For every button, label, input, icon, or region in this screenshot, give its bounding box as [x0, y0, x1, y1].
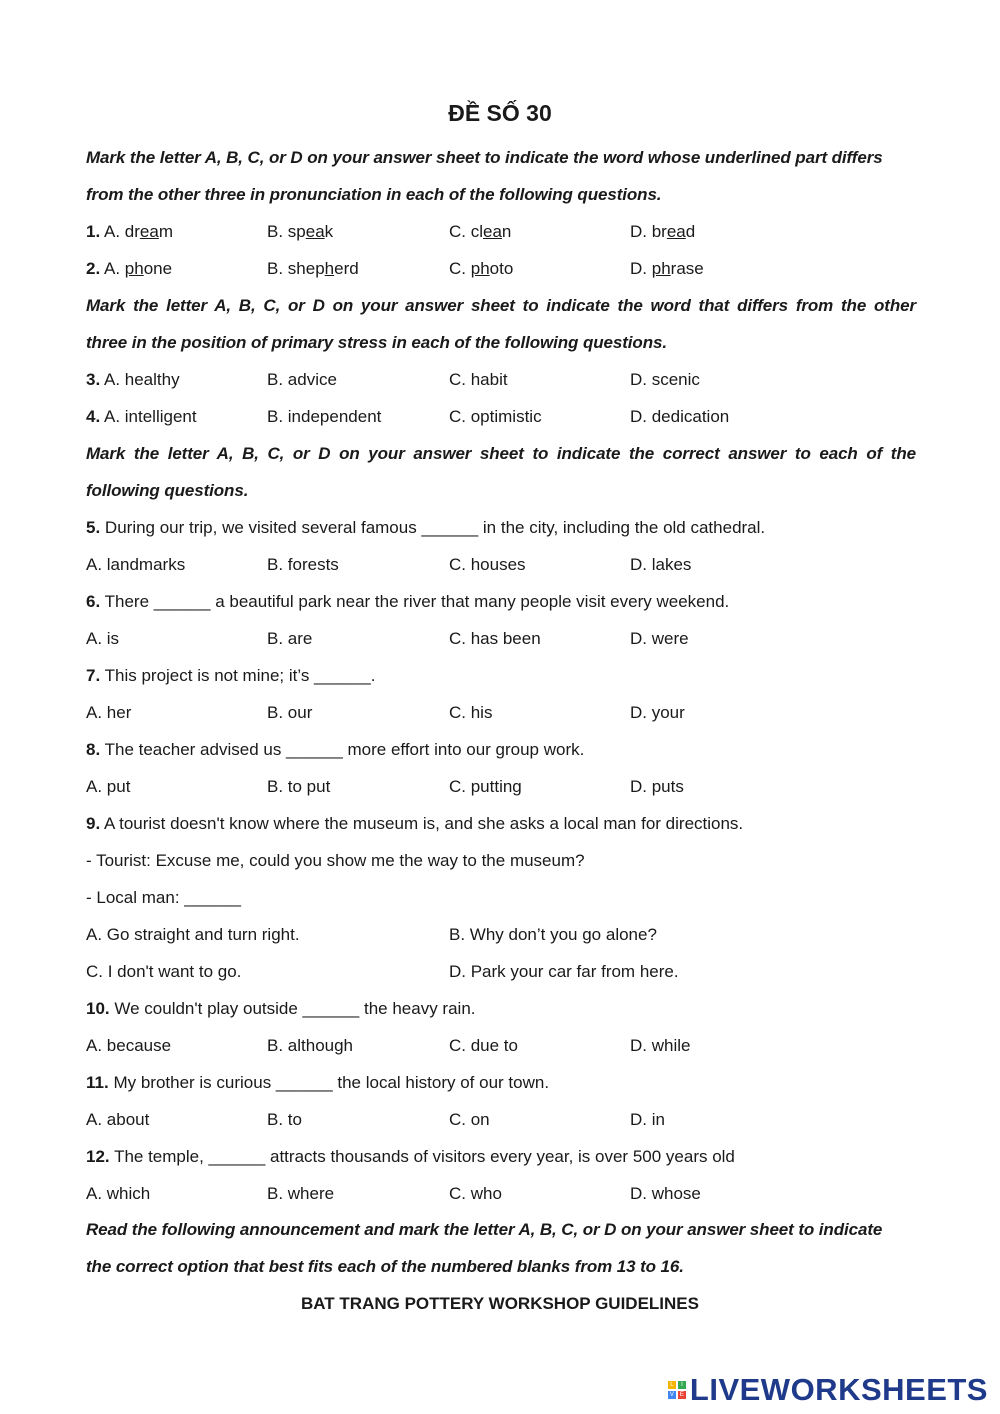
section3-instruction-line1: Mark the letter A, B, C, or D on your answer sheet to indicate the correct answer to each of the [86, 444, 916, 463]
q3-option-b: B. advice [267, 370, 337, 389]
q7-option-a: A. her [86, 703, 132, 722]
q9-option-c: C. I don't want to go. [86, 962, 242, 981]
liveworksheets-brand [668, 1372, 988, 1408]
logo-cell: E [679, 1392, 684, 1398]
q2-option-d: D. phrase [630, 259, 704, 278]
q12-option-a: A. which [86, 1184, 151, 1203]
q7-option-d: D. your [630, 703, 685, 722]
question-5-stem: 5. During our trip, we visited several famous ______ in the city, including the old cathedral. [86, 518, 766, 537]
logo-cell: I [678, 1381, 686, 1389]
brand-text: LIVEWORKSHEETS [689, 1372, 988, 1407]
q7-option-b: B. our [267, 703, 313, 722]
section4-instruction-line2: the correct option that best fits each of the numbered blanks from 13 to 16. [86, 1257, 684, 1276]
question-9-dialogue-local: - Local man: ______ [86, 888, 241, 907]
q7-option-c: C. his [449, 703, 493, 722]
section4-instruction-line1: Read the following announcement and mark the letter A, B, C, or D on your answer sheet to indicate [86, 1220, 883, 1239]
question-9-dialogue-tourist: - Tourist: Excuse me, could you show me the way to the museum? [86, 851, 585, 870]
q5-option-c: C. houses [449, 555, 526, 574]
q2-option-b: B. shepherd [267, 259, 359, 278]
q10-option-a: A. because [86, 1036, 172, 1055]
q11-option-c: C. on [449, 1110, 490, 1129]
q3-option-c: C. habit [449, 370, 508, 389]
section1-instruction-line1: Mark the letter A, B, C, or D on your answer sheet to indicate the word whose underlined part differs [86, 148, 883, 167]
q5-option-b: B. forests [267, 555, 339, 574]
liveworksheets-logo-icon [668, 1381, 686, 1399]
q12-option-d: D. whose [630, 1184, 701, 1203]
page-title: ĐỀ SỐ 30 [448, 100, 552, 126]
q1-option-b: B. speak [267, 222, 334, 241]
q4-option-b: B. independent [267, 407, 382, 426]
q6-option-d: D. were [630, 629, 689, 648]
q5-option-d: D. lakes [630, 555, 692, 574]
q1-option-c: C. clean [449, 222, 512, 241]
q4-option-c: C. optimistic [449, 407, 542, 426]
q4-option-a: 4. A. intelligent [86, 407, 197, 426]
question-8-stem: 8. The teacher advised us ______ more effort into our group work. [86, 740, 585, 759]
section2-instruction-line1: Mark the letter A, B, C, or D on your answer sheet to indicate the word that differs from the other [86, 296, 916, 315]
question-7-stem: 7. This project is not mine; it’s ______. [86, 666, 376, 685]
q9-option-b: B. Why don’t you go alone? [449, 925, 657, 944]
q1-option-d: D. bread [630, 222, 696, 241]
q10-option-d: D. while [630, 1036, 691, 1055]
q9-option-a: A. Go straight and turn right. [86, 925, 300, 944]
q5-option-a: A. landmarks [86, 555, 186, 574]
q9-option-d: D. Park your car far from here. [449, 962, 679, 981]
question-9-stem: 9. A tourist doesn't know where the museum is, and she asks a local man for directions. [86, 814, 744, 833]
q6-option-a: A. is [86, 629, 120, 648]
section1-instruction-line2: from the other three in pronunciation in each of the following questions. [86, 185, 662, 204]
logo-cell: V [669, 1392, 674, 1398]
section3-instruction-line2: following questions. [86, 481, 249, 500]
section2-instruction-line2: three in the position of primary stress in each of the following questions. [86, 333, 667, 352]
q11-option-b: B. to [267, 1110, 302, 1129]
q12-option-b: B. where [267, 1184, 335, 1203]
announcement-heading: BAT TRANG POTTERY WORKSHOP GUIDELINES [301, 1294, 699, 1313]
question-10-stem: 10. We couldn't play outside ______ the heavy rain. [86, 999, 476, 1018]
q10-option-c: C. due to [449, 1036, 518, 1055]
q3-option-d: D. scenic [630, 370, 700, 389]
q8-option-c: C. putting [449, 777, 522, 796]
question-11-stem: 11. My brother is curious ______ the local history of our town. [86, 1073, 550, 1092]
q8-option-b: B. to put [267, 777, 331, 796]
q11-option-a: A. about [86, 1110, 150, 1129]
q2-option-a: 2. A. phone [86, 259, 173, 278]
question-6-stem: 6. There ______ a beautiful park near the river that many people visit every weekend. [86, 592, 730, 611]
q11-option-d: D. in [630, 1110, 665, 1129]
q12-option-c: C. who [449, 1184, 502, 1203]
q6-option-b: B. are [267, 629, 313, 648]
logo-cell: L [668, 1381, 676, 1389]
q6-option-c: C. has been [449, 629, 541, 648]
q2-option-c: C. photo [449, 259, 514, 278]
q8-option-d: D. puts [630, 777, 684, 796]
q3-option-a: 3. A. healthy [86, 370, 180, 389]
q8-option-a: A. put [86, 777, 131, 796]
question-12-stem: 12. The temple, ______ attracts thousands of visitors every year, is over 500 years old [86, 1147, 735, 1166]
q10-option-b: B. although [267, 1036, 354, 1055]
q1-option-a: 1. A. dream [86, 222, 173, 241]
q4-option-d: D. dedication [630, 407, 730, 426]
